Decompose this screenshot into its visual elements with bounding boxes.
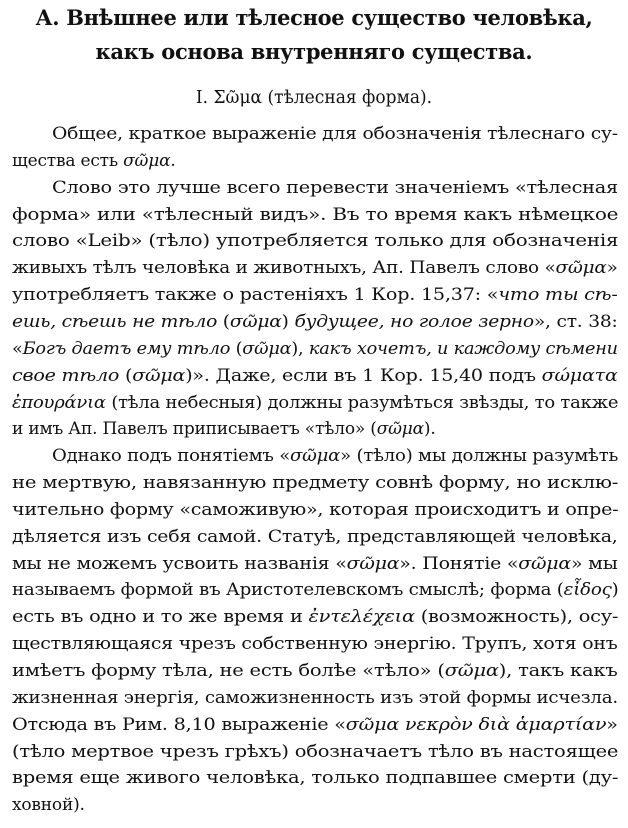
text-run: чительно форму «саможивую», которая происходитъ и опре- — [12, 499, 619, 520]
text-line — [12, 393, 618, 413]
text-line — [12, 151, 176, 171]
text-line — [12, 742, 618, 762]
text-run: ). — [423, 419, 436, 440]
text-run: . — [170, 150, 176, 171]
text-run: не мертвую, навязанную предмету совнѣ форму, но исклю- — [12, 473, 619, 494]
text-run: (возможность), осу- — [414, 607, 619, 628]
text-line — [12, 661, 618, 681]
text-run: ), — [291, 338, 309, 359]
text-line — [12, 500, 618, 520]
text-run: ) — [611, 580, 619, 601]
text-line — [12, 258, 618, 278]
text-run: имѣетъ форму тѣла, не есть болѣе «тѣло» ( — [12, 661, 445, 681]
text-line — [12, 419, 436, 439]
text-line — [12, 366, 618, 386]
greek-term: σῶμα — [132, 365, 186, 386]
quoted-scripture: будущее, но голое зерно — [294, 311, 534, 332]
text-run: ( — [217, 311, 230, 332]
text-line — [12, 634, 618, 654]
text-run: дѣляется изъ себя самой. Статуѣ, представляющей человѣка, — [12, 526, 618, 547]
text-run: есть въ одно и то же время и — [12, 607, 309, 628]
quoted-scripture: ешь, сѣешь не тѣло — [12, 311, 218, 332]
greek-term: σῶμα — [555, 258, 607, 279]
text-run: » (тѣло) мы должны разумѣть — [340, 446, 619, 467]
greek-term: σῶμα — [290, 446, 341, 467]
text-run: « — [12, 338, 23, 359]
greek-term: σῶμα — [444, 661, 499, 681]
text-run: », ст. 38: — [533, 311, 618, 332]
chapter-heading-line-2: какъ основа внутренняго существа. — [95, 40, 533, 65]
greek-term: σῶμα νεκρὸν διὰ ἁμαρτίαν — [345, 714, 607, 735]
quoted-scripture: какъ хочетъ, и каждому сѣмени — [308, 338, 618, 359]
text-run: слово «Leib» (тѣло) употребляется только для обозначенія — [12, 231, 619, 252]
quoted-scripture: свое тѣло — [12, 365, 120, 386]
text-run: ществляющаяся чрезъ собственную энергію. Трупъ, хотя онъ — [12, 634, 618, 655]
text-line — [12, 527, 618, 547]
section-title: I. Σῶμα (тѣлесная форма). — [195, 88, 433, 108]
text-run: жизненная энергія, саможизненность изъ этой формы исчезла. — [12, 687, 618, 708]
text-run: мы не можемъ усвоить названія « — [12, 553, 347, 574]
text-line — [52, 446, 618, 466]
greek-term: σώματα — [541, 365, 618, 386]
text-run: (тѣла небесныя) должны разумѣться звѣзды, то также — [105, 392, 619, 413]
text-run: ». Понятіе « — [399, 553, 519, 574]
text-run: Слово это лучше всего перевести значеніемъ «тѣлесная — [52, 177, 619, 198]
text-run: ) — [281, 311, 295, 332]
text-line — [12, 205, 618, 225]
text-run: Общее, краткое выраженіе для обозначенія тѣлеснаго су- — [52, 124, 618, 144]
text-run: Отсюда въ Рим. 8,10 выраженіе « — [12, 714, 346, 735]
text-line — [12, 339, 618, 359]
quoted-scripture: что ты сѣ- — [498, 285, 618, 306]
text-run: » мы — [570, 553, 618, 574]
quoted-scripture: Богъ даетъ ему тѣло — [22, 338, 231, 359]
text-run: форма» или «тѣлесный видъ». Въ то время какъ нѣмецкое — [12, 204, 619, 225]
greek-term: σῶμα — [242, 338, 292, 359]
text-line — [12, 554, 618, 574]
text-line — [12, 312, 618, 332]
text-run: живыхъ тѣлъ человѣка и животныхъ, Ап. Павелъ слово « — [12, 258, 556, 279]
text-line — [12, 473, 618, 493]
text-line — [12, 795, 85, 815]
greek-term: ἐπουράνια — [12, 392, 106, 413]
text-line — [12, 580, 619, 600]
text-line — [12, 688, 618, 708]
text-run: Однако подъ понятіемъ « — [52, 446, 291, 467]
greek-term: σῶμα — [518, 553, 571, 574]
text-line — [12, 768, 618, 788]
text-run: )». Даже, если въ 1 Кор. 15,40 подъ — [185, 365, 542, 386]
text-run: и имъ Ап. Павелъ приписываетъ «тѣло» ( — [12, 419, 377, 440]
text-line — [12, 285, 618, 305]
text-run: щества есть — [12, 150, 124, 171]
greek-term: ἐντελέχεια — [308, 607, 415, 628]
greek-term: σῶμα — [123, 150, 171, 171]
text-run: ), такъ какъ — [498, 661, 618, 681]
text-run: ( — [230, 338, 243, 359]
text-run: ховной). — [12, 795, 85, 816]
text-run: ( — [119, 365, 133, 386]
chapter-heading-line-1: А. Внѣшнее или тѣлесное существо человѣка, — [35, 6, 593, 31]
text-line — [52, 178, 618, 198]
greek-term: σῶμα — [376, 419, 424, 440]
greek-term: σῶμα — [346, 553, 400, 574]
greek-term: σῶμα — [229, 311, 282, 332]
text-line — [12, 715, 618, 735]
text-run: время еще живого человѣка, только подпавшее смерти (ду- — [12, 768, 619, 789]
text-run: (тѣло мертвое чрезъ грѣхъ) обозначаетъ тѣло въ настоящее — [12, 741, 619, 762]
text-run: » — [606, 714, 618, 735]
text-run: употребляетъ также о растеніяхъ 1 Кор. 15,37: « — [12, 285, 499, 306]
text-line — [52, 124, 618, 144]
text-run: называемъ формой въ Аристотелевскомъ смыслѣ; форма ( — [12, 580, 564, 601]
text-run: » — [606, 258, 618, 279]
text-line — [12, 607, 618, 627]
greek-term: εἶδος — [563, 580, 612, 601]
text-line — [12, 231, 618, 251]
